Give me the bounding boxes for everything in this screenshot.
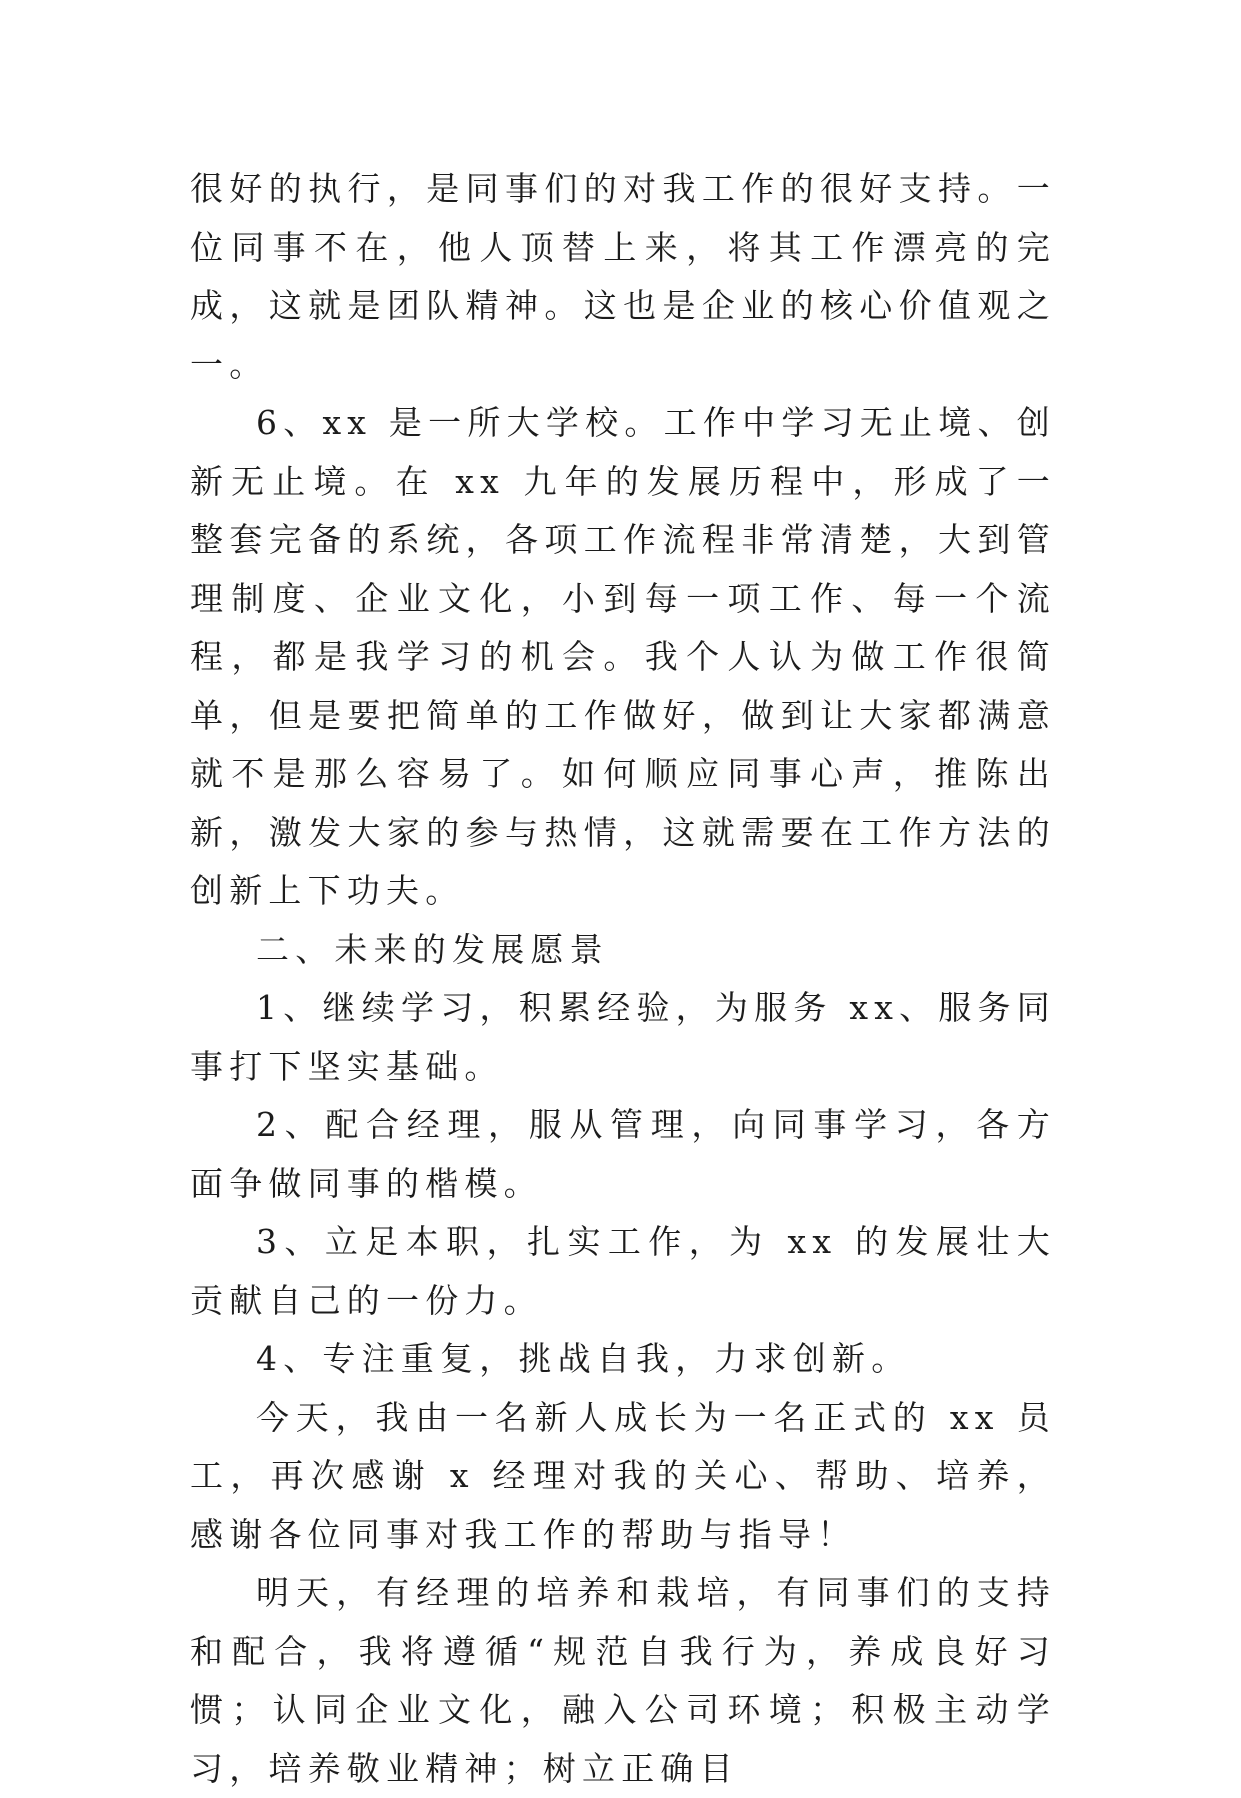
list-item-4: 4、专注重复，挑战自我，力求创新。 — [256, 1339, 911, 1378]
list-item-3: 3、立足本职，扎实工作，为 xx 的发展壮大贡献自己的一份力。 — [190, 1222, 1056, 1320]
paragraph-1: 很好的执行，是同事们的对我工作的很好支持。一位同事不在，他人顶替上来，将其工作漂亮的完成，这就是团队精神。这也是企业的核心价值观之一。 — [190, 169, 1056, 384]
list-item-2: 2、配合经理，服从管理，向同事学习，各方面争做同事的楷模。 — [190, 1105, 1056, 1203]
list-item-1: 1、继续学习，积累经验，为服务 xx、服务同事打下坚实基础。 — [190, 988, 1056, 1086]
paragraph-2: 6、xx 是一所大学校。工作中学习无止境、创新无止境。在 xx 九年的发展历程中，形成了一整套完备的系统，各项工作流程非常清楚，大到管理制度、企业文化，小到每一项工作、每一个流程，都是我学习的机会。我个人认为做工作很简单，但是要把简单的工作做好，做到让大家都满意就不是那么容易了。如何顺应同事心声，推陈出新，激发大家的参与热情，这就需要在工作方法的创新上下功夫。 — [190, 403, 1056, 910]
paragraph-tomorrow: 明天，有经理的培养和栽培，有同事们的支持和配合，我将遵循“规范自我行为，养成良好习惯；认同企业文化，融入公司环境；积极主动学习，培养敬业精神；树立正确目 — [190, 1573, 1056, 1788]
section-heading: 二、未来的发展愿景 — [256, 929, 609, 969]
paragraph-today: 今天，我由一名新人成长为一名正式的 xx 员工，再次感谢 x 经理对我的关心、帮助、培养，感谢各位同事对我工作的帮助与指导！ — [190, 1397, 1056, 1554]
body-text — [190, 160, 1056, 1798]
